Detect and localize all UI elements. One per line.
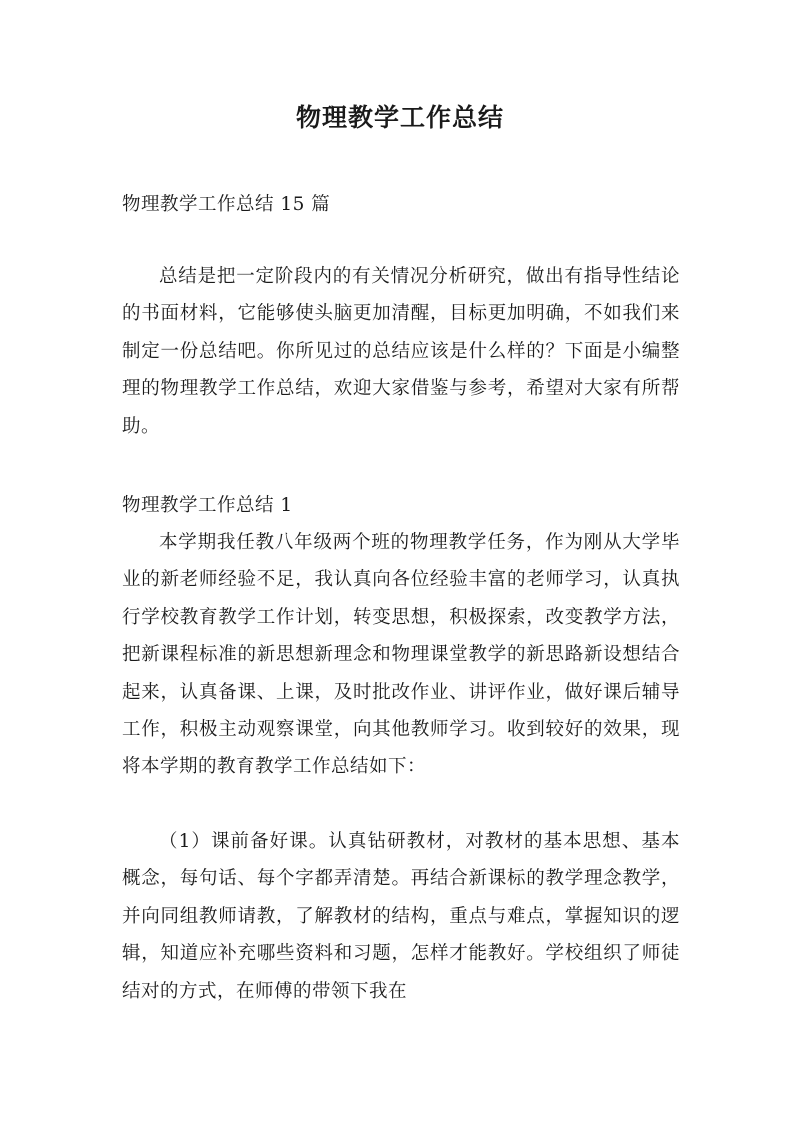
body-paragraph: 本学期我任教八年级两个班的物理教学任务，作为刚从大学毕业的新老师经验不足，我认真向各位经验丰富的老师学习，认真执行学校教育教学工作计划，转变思想，积极探索，改变教学方法，把新课程标准的新思想新理念和物理课堂教学的新思路新设想结合起来，认真备课、上课，及时批改作业、讲评作业，做好课后辅导工作，积极主动观察课堂，向其他教师学习。收到较好的效果，现将本学期的教育教学工作总结如下： — [122, 532, 680, 778]
body-paragraph: （1）课前备好课。认真钻研教材，对教材的基本思想、基本概念，每句话、每个字都弄清楚。再结合新课标的教学理念教学，并向同组教师请教，了解教材的结构，重点与难点，掌握知识的逻辑，知道应补充哪些资料和习题，怎样才能教好。学校组织了师徒结对的方式，在师傅的带领下我在 — [122, 831, 680, 1002]
intro-paragraph: 总结是把一定阶段内的有关情况分析研究，做出有指导性结论的书面材料，它能够使头脑更加清醒，目标更加明确，不如我们来制定一份总结吧。你所见过的总结应该是什么样的？下面是小编整理的物理教学工作总结，欢迎大家借鉴与参考，希望对大家有所帮助。 — [122, 266, 680, 437]
document-subtitle: 物理教学工作总结 15 篇 — [122, 194, 331, 215]
document-title: 物理教学工作总结 — [295, 103, 504, 132]
section-heading: 物理教学工作总结 1 — [122, 495, 293, 516]
